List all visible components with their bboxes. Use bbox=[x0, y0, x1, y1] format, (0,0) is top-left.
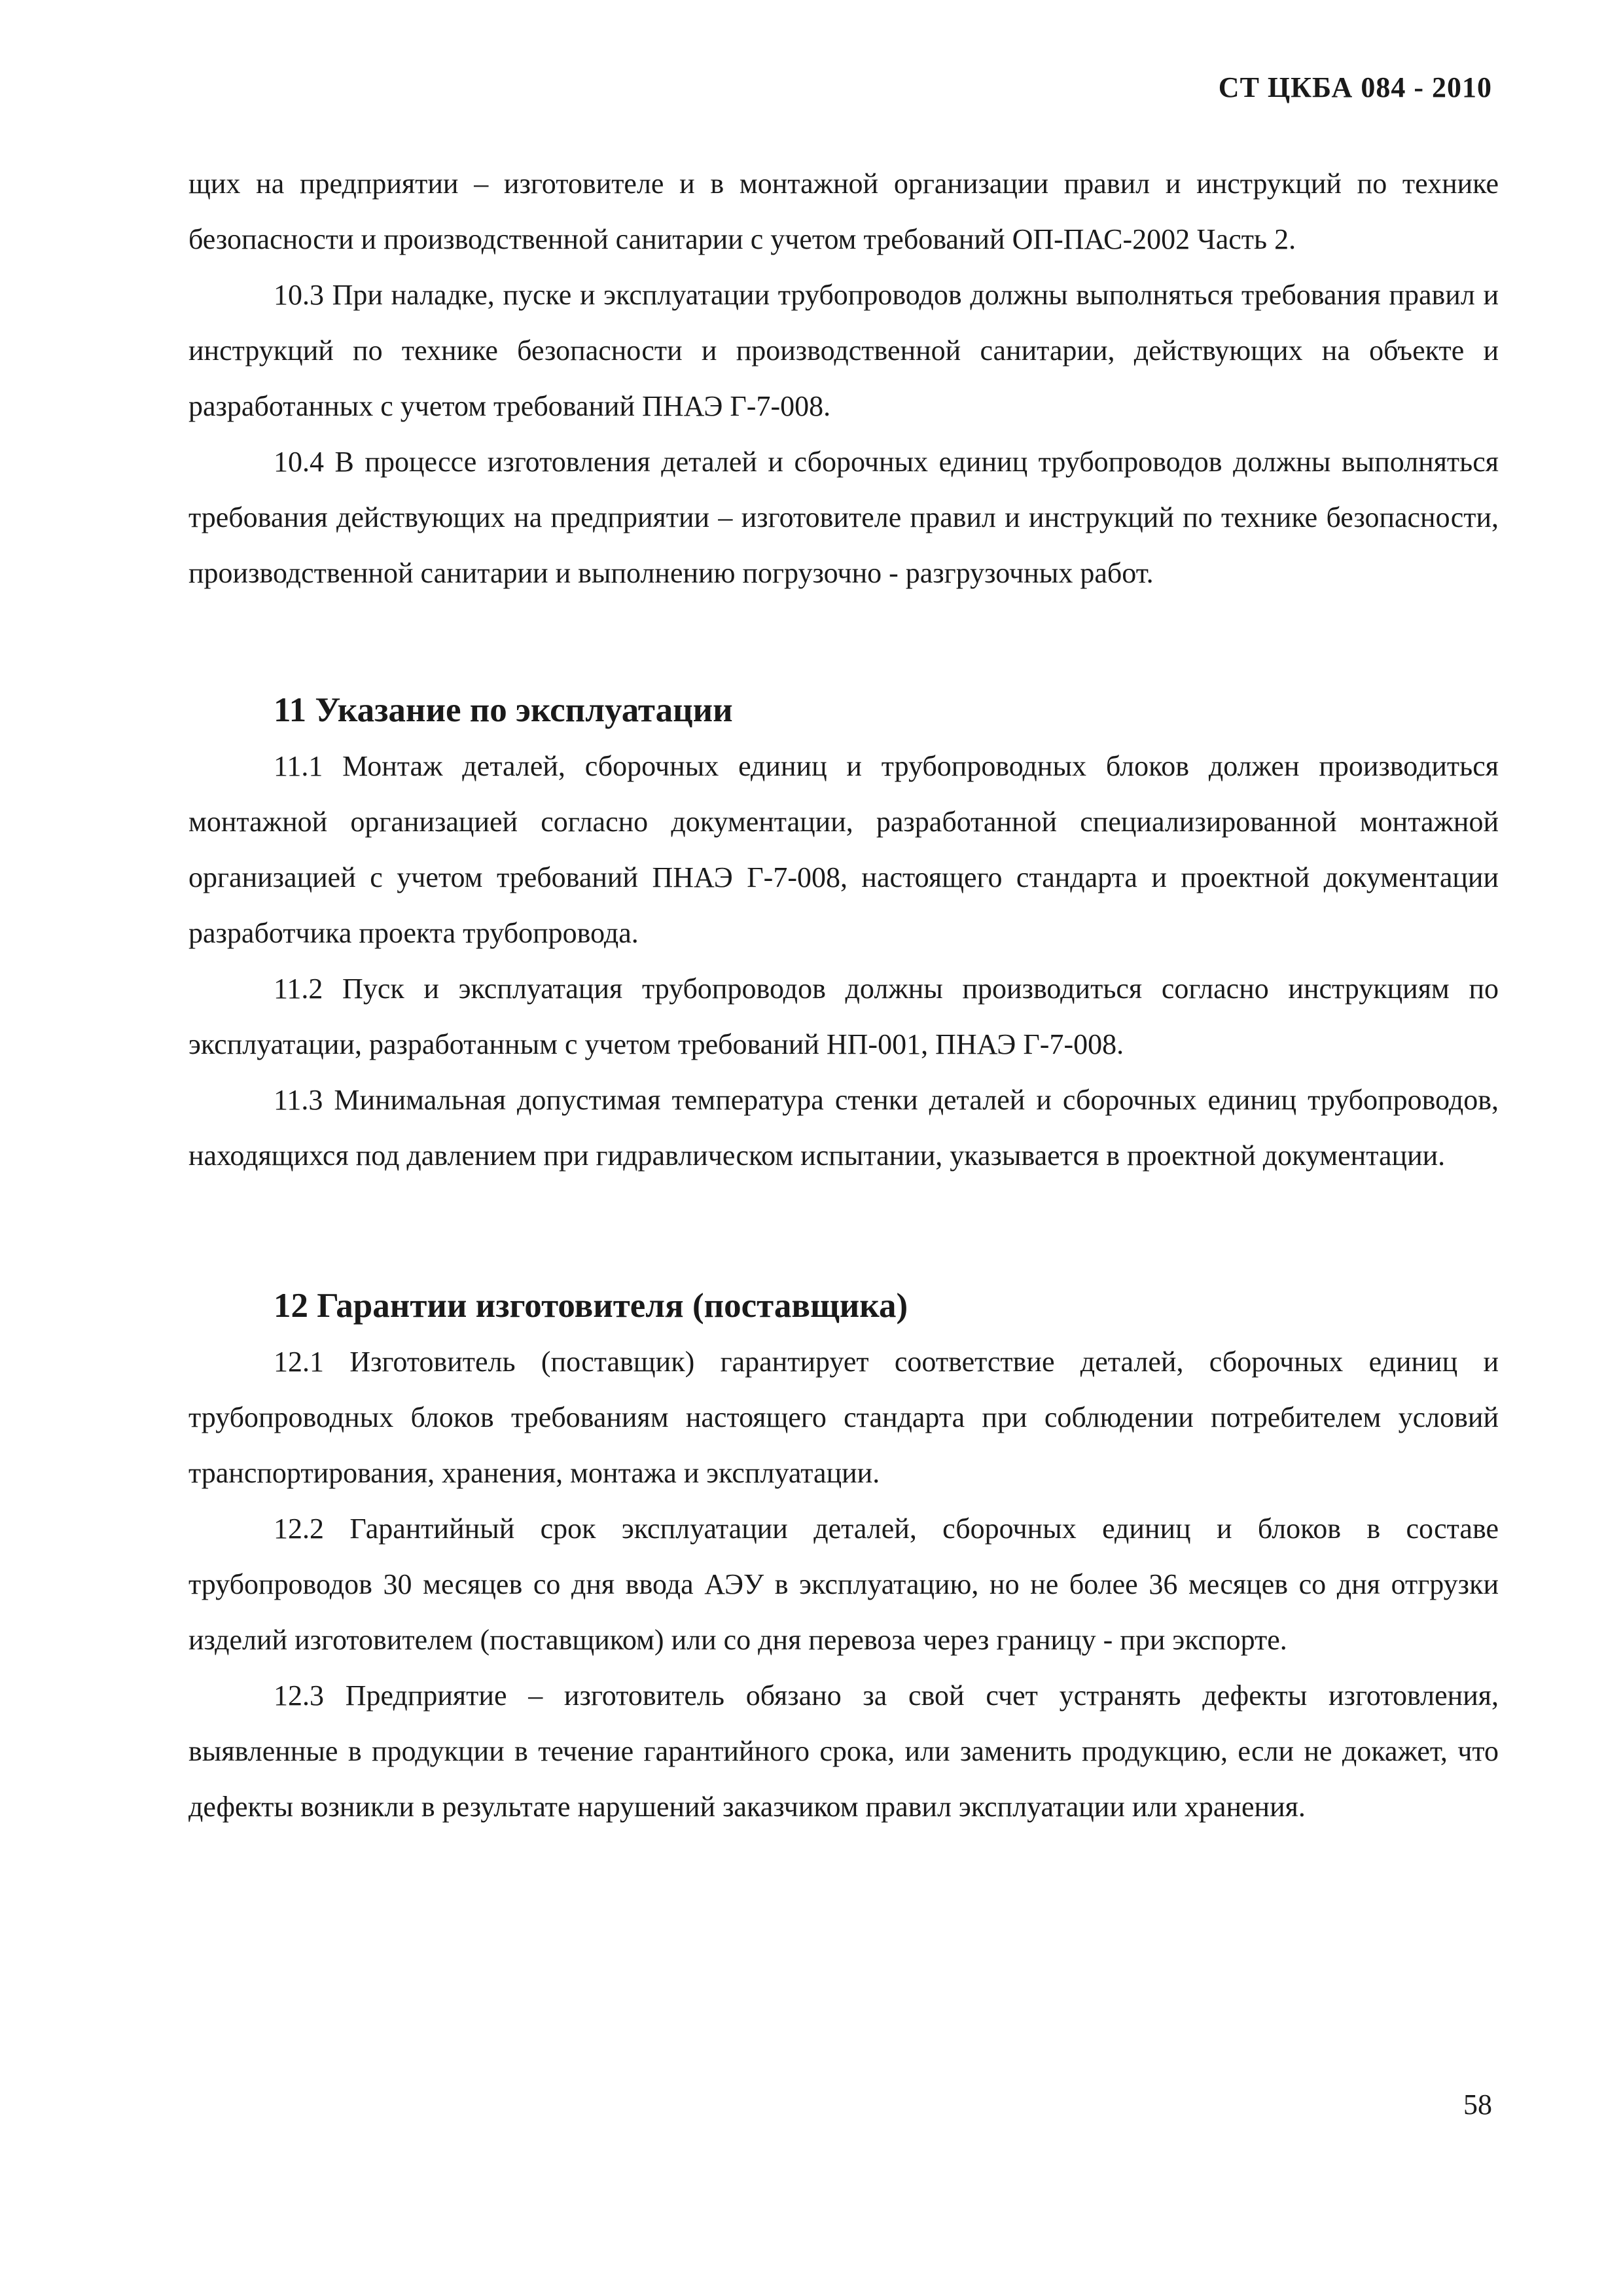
paragraph-continuation: щих на предприятии – изготовителе и в монтажной организации правил и инструкций по технике безопасности и производственной санитарии с учетом требований ОП-ПАС-2002 Часть 2. bbox=[188, 168, 1499, 255]
paragraph-12-1: 12.1 Изготовитель (поставщик) гарантирует соответствие деталей, сборочных единиц и трубопроводных блоков требованиям настоящего стандарта при соблюдении потребителем условий транспортирования, хранения, монтажа и эксплуатации. bbox=[188, 1346, 1499, 1489]
section-11-heading: 11 Указание по эксплуатации bbox=[274, 691, 733, 729]
paragraph-10-3: 10.3 При наладке, пуске и эксплуатации трубопроводов должны выполняться требования правил и инструкций по технике безопасности и производственной санитарии, действующих на объекте и разработанных с учетом требований ПНАЭ Г-7-008. bbox=[188, 279, 1499, 422]
section-spacer bbox=[188, 601, 1499, 683]
section-12-heading: 12 Гарантии изготовителя (поставщика) bbox=[274, 1287, 908, 1325]
paragraph-10-4: 10.4 В процессе изготовления деталей и сборочных единиц трубопроводов должны выполняться требования действующих на предприятии – изготовителе правил и инструкций по технике безопасности, производственной санитарии и выполнению погрузочно - разгрузочных работ. bbox=[188, 446, 1499, 589]
paragraph-12-2: 12.2 Гарантийный срок эксплуатации деталей, сборочных единиц и блоков в составе трубопроводов 30 месяцев со дня ввода АЭУ в эксплуатацию, но не более 36 месяцев со дня отгрузки изделий изготовителем (поставщиком) или со дня перевоза через границу - при экспорте. bbox=[188, 1513, 1499, 1656]
document-code: СТ ЦКБА 084 - 2010 bbox=[1218, 71, 1492, 103]
paragraph-11-3: 11.3 Минимальная допустимая температура стенки деталей и сборочных единиц трубопроводов, находящихся под давлением при гидравлическом испытании, указывается в проектной документации. bbox=[188, 1084, 1499, 1172]
page-number: 58 bbox=[1463, 2089, 1492, 2121]
paragraph-12-3: 12.3 Предприятие – изготовитель обязано за свой счет устранять дефекты изготовления, выявленные в продукции в течение гарантийного срока, или заменить продукцию, если не докажет, что дефекты возникли в результате нарушений заказчиком правил эксплуатации или хранения. bbox=[188, 1679, 1499, 1823]
paragraph-11-2: 11.2 Пуск и эксплуатация трубопроводов должны производиться согласно инструкциям по эксплуатации, разработанным с учетом требований НП-001, ПНАЭ Г-7-008. bbox=[188, 973, 1499, 1060]
section-spacer bbox=[188, 1183, 1499, 1278]
paragraph-11-1: 11.1 Монтаж деталей, сборочных единиц и трубопроводных блоков должен производиться монтажной организацией согласно документации, разработанной специализированной монтажной организацией с учетом требований ПНАЭ Г-7-008, настоящего стандарта и проектной документации разработчика проекта трубопровода. bbox=[188, 750, 1499, 949]
document-body bbox=[188, 156, 1499, 1835]
